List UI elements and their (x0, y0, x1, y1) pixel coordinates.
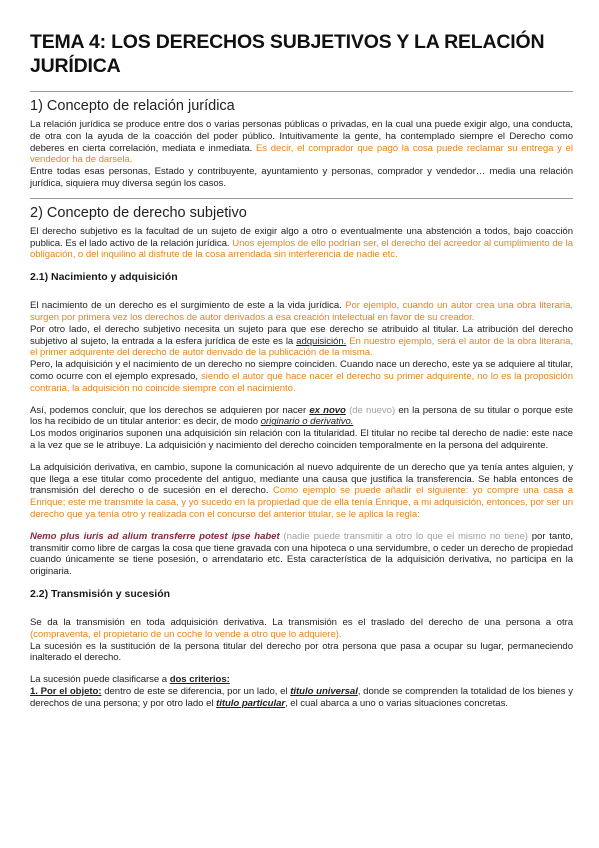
spacer (30, 452, 573, 462)
text: Así, podemos concluir, que los derechos se adquieren por nacer (30, 404, 310, 416)
paragraph: Entre todas esas personas, Estado y contribuyente, ayuntamiento y personas, comprador y vendedor… media una relación jurídica, siquiera muy diversa según los casos. (30, 166, 573, 189)
example-text: Unos ejemplos de ello podrían ser, el derecho del acreedor al cumplimiento de la obligación, o del inquilino al disfrute de la cosa arrendada sin interferencia de nadie etc. (30, 237, 573, 261)
example-text: Es decir, el comprador que pagó la cosa puede reclamar su entrega y el vendedor ha de darsela. (30, 142, 573, 166)
section-heading-derecho-subjetivo: 2) Concepto de derecho subjetivo (30, 204, 247, 221)
underlined-term: titulo universal (290, 685, 358, 697)
underlined-term: titulo particular (216, 697, 286, 709)
paragraph (30, 300, 573, 324)
spacer (30, 609, 573, 617)
text: , el cual abarca a uno o varias situaciones concretas. (285, 697, 508, 709)
text: dentro de este se diferencia, por un lado, el (101, 685, 291, 697)
paragraph (30, 531, 573, 578)
section-divider (30, 91, 573, 92)
text: Pero, la adquisición y el nacimiento de un derecho no siempre coinciden. Cuando nace un derecho, este ya se adquiere al titular, como ocurre con el ejemplo expresado, (30, 359, 573, 382)
spacer (30, 292, 573, 300)
spacer (30, 578, 573, 588)
paragraph (30, 226, 573, 261)
paragraph (30, 462, 573, 521)
paragraph (30, 405, 573, 429)
example-text: Como ejemplo se puede añadir el siguiente: yo compre una casa a Enrique; este me transmite la casa, y yo sucedo en la propiedad que de ella tenía Enrique, a mi adquisición, entonces, por ser un derecho que ya tenía otro y realizada con el concurso del anterior titular, se le aplica la regla: (30, 485, 573, 520)
translation-text: (de nuevo) (345, 404, 396, 416)
section-divider (30, 198, 573, 199)
example-text: siendo el autor que hace nacer el derecho su primer adquirente, no lo es la proposición contraria, la adquisición no coincide siempre con el nacimiento. (30, 370, 573, 394)
list-label: 1. Por el objeto: (30, 685, 102, 697)
latin-maxim: Nemo plus iuris ad alium transferre potest ipse habet (30, 530, 280, 542)
example-text: Por ejemplo, cuando un autor crea una obra literaria, surgen por primera vez los derechos de autor derivados a esa creación intelectual en favor de su creador. (30, 300, 573, 323)
underlined-term: originario o derivativo. (260, 416, 354, 428)
subsection-heading-transmision: 2.2) Transmisión y sucesión (30, 587, 171, 600)
spacer (30, 395, 573, 405)
text: La adquisición derivativa, en cambio, supone la comunicación al nuevo adquirente de un derecho que ya tenía antes alguien, y que llega a ese titular como procedente del antiguo, mediante una causa que justifica la transferencia. Se habla entonces de transmisión del derecho o de sucesión en el derecho. (30, 461, 573, 497)
text: en la persona de su titular o porque este los ha recibido de un titular anterior: es decir, de modo (30, 404, 573, 428)
text: El nacimiento de un derecho es el surgimiento de este a la vida jurídica. (30, 300, 346, 312)
example-text: (compraventa, el propietario de un coche lo vende a otro que lo adquiere). (30, 628, 342, 640)
example-text: En nuestro ejemplo, será el autor de la obra literaria, el primer adquirente del derecho de autor derivado de la publicación de la misma. (30, 335, 573, 359)
text: El derecho subjetivo es la facultad de un sujeto de exigir algo a otro o eventualmente una abstención a todos, bajo coacción publica. Es el lado activo de la relación jurídica. (30, 225, 573, 249)
spacer (30, 664, 573, 674)
paragraph: Los modos originarios suponen una adquisición sin relación con la titularidad. El titular no recibe tal derecho de nadie: este nace a la vez que se le atribuye. La adquisición y nacimiento del derecho coinciden temporalmente en la persona del adquirente. (30, 428, 573, 451)
subsection-heading-nacimiento: 2.1) Nacimiento y adquisición (30, 271, 178, 284)
spacer (30, 521, 573, 531)
document-title: TEMA 4: LOS DERECHOS SUBJETIVOS Y LA RELACIÓN JURÍDICA (30, 31, 545, 77)
text: La sucesión puede clasificarse a (30, 674, 170, 686)
underlined-term: dos criterios: (169, 674, 230, 686)
paragraph: La sucesión es la sustitución de la persona titular del derecho por otra persona que pasa a ocupar su lugar, permaneciendo inalterado el derecho. (30, 640, 573, 664)
latin-term: ex novo (309, 404, 346, 416)
paragraph (30, 686, 573, 710)
spacer (30, 261, 573, 271)
text: La relación jurídica se produce entre dos o varias personas públicas o privadas, en la cual una puede exigir algo, una conducta, de otra con la ayuda de la coacción del poder público. Intuitivamente la gente, ha contemplado siempre el Derecho como deberes en cierta correlación, mediata e inmediata. (30, 119, 573, 154)
paragraph (30, 617, 573, 641)
underlined-term: adquisición. (296, 335, 347, 347)
paragraph (30, 119, 573, 166)
paragraph (30, 674, 573, 686)
text: , donde se comprenden la totalidad de los bienes y derechos de una persona; y por otro lado el (30, 685, 573, 709)
text: por tanto, transmitir como libre de cargas la cosa que tiene gravada con una hipoteca o una servidumbre, o ceder un derecho de propiedad cuando únicamente se tiene posesión, o arrendatario etc. Esta característica de la adquisición derivativa, no participa en la originaria. (30, 530, 573, 578)
section-heading-relacion-juridica: 1) Concepto de relación jurídica (30, 98, 235, 114)
text: Por otro lado, el derecho subjetivo necesita un sujeto para que ese derecho se atribuido al titular. La atribución del derecho subjetivo al sujeto, la entrada a la esfera jurídica de este es la (30, 323, 573, 347)
translation-text: (nadie puede transmitir a otro lo que el mismo no tiene) (279, 530, 528, 542)
text: Se da la transmisión en toda adquisición derivativa. La transmisión es el traslado del derecho de una persona a otra (30, 616, 573, 628)
paragraph (30, 324, 573, 359)
paragraph (30, 359, 573, 394)
